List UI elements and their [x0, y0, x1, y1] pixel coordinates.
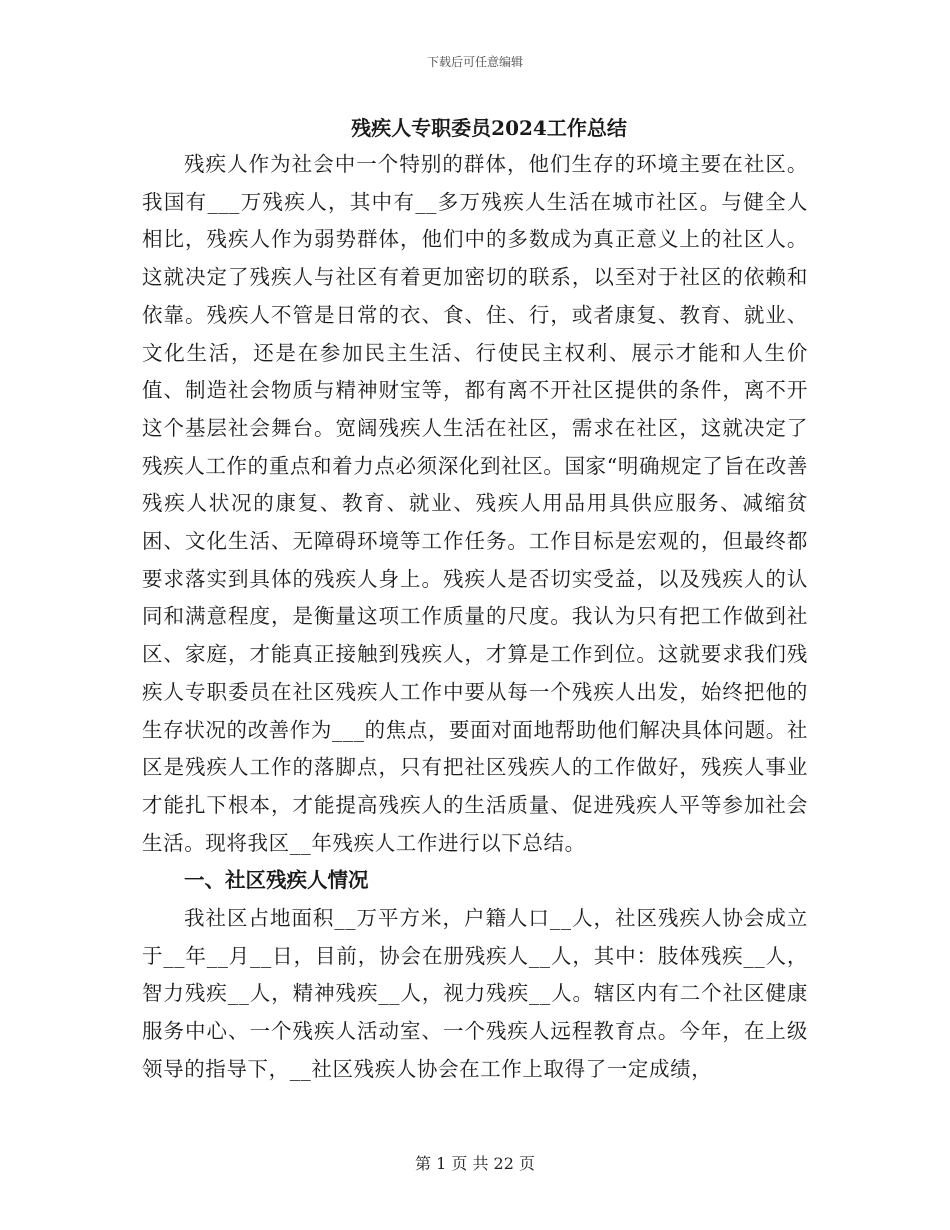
intro-paragraph: 残疾人作为社会中一个特别的群体，他们生存的环境主要在社区。我国有___万残疾人，其中有__多万残疾人生活在城市社区。与健全人相比，残疾人作为弱势群体，他们中的多数成为真正意义上的社区人。这就决定了残疾人与社区有着更加密切的联系，以至对于社区的依赖和依靠。残疾人不管是日常的衣、食、住、行，或者康复、教育、就业、文化生活，还是在参加民主生活、行使民主权利、展示才能和人生价值、制造社会物质与精神财宝等，都有离不开社区提供的条件，离不开这个基层社会舞台。宽阔残疾人生活在社区，需求在社区，这就决定了残疾人工作的重点和着力点必须深化到社区。国家“明确规定了旨在改善残疾人状况的康复、教育、就业、残疾人用品用具供应服务、减缩贫困、文化生活、无障碍环境等工作任务。工作目标是宏观的，但最终都要求落实到具体的残疾人身上。残疾人是否切实受益，以及残疾人的认同和满意程度，是衡量这项工作质量的尺度。我认为只有把工作做到社区、家庭，才能真正接触到残疾人，才算是工作到位。这就要求我们残疾人专职委员在社区残疾人工作中要从每一个残疾人出发，始终把他的生存状况的改善作为___的焦点，要面对面地帮助他们解决具体问题。社区是残疾人工作的落脚点，只有把社区残疾人的工作做好，残疾人事业才能扎下根本，才能提高残疾人的生活质量、促进残疾人平等参加社会生活。现将我区__年残疾人工作进行以下总结。	[142, 152, 808, 855]
page-number: 第 1 页 共 22 页	[415, 1154, 535, 1173]
document-body	[142, 146, 808, 1089]
community-situation-paragraph: 我社区占地面积__万平方米，户籍人口__人，社区残疾人协会成立于__年__月__日，目前，协会在册残疾人__人，其中：肢体残疾__人，智力残疾__人，精神残疾__人，视力残疾__人。辖区内有二个社区健康服务中心、一个残疾人活动室、一个残疾人远程教育点。今年，在上级领导的指导下，__社区残疾人协会在工作上取得了一定成绩，	[142, 906, 808, 1081]
page-header-note: 下载后可任意编辑	[426, 55, 523, 69]
section-heading-community-situation: 一、社区残疾人情况	[184, 868, 369, 893]
document-title: 残疾人专职委员2024工作总结	[351, 116, 627, 140]
